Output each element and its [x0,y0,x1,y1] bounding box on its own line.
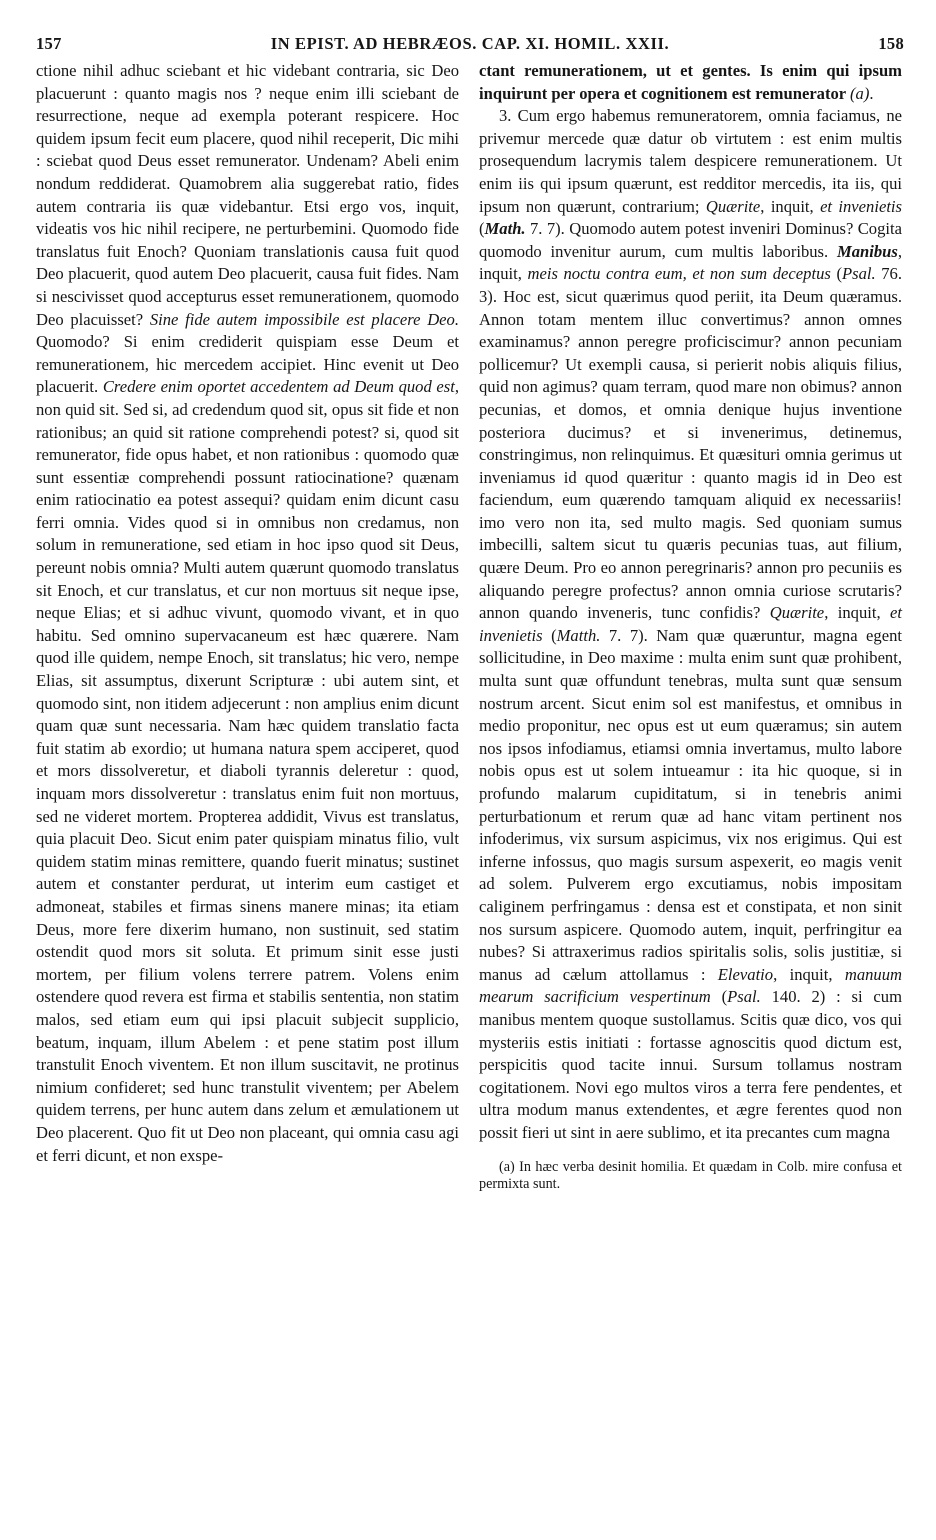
page-number-right: 158 [878,34,904,53]
citation: Math. [484,219,526,239]
left-column [36,60,459,1167]
footnote: (a) In hæc verba desinit homilia. Et quædam in Colb. mire confusa et permixta sunt. [479,1158,902,1192]
text-run: ( [479,219,485,239]
scripture-quote: et invenietis [820,196,902,216]
running-head [36,34,904,56]
text-run: , inquit, [479,241,902,284]
scripture-quote: Credere enim oportet accedentem ad Deum quod est [102,377,455,397]
text-run: ( [710,987,728,1007]
scripture-quote: Quærite [705,196,761,216]
footnote-reference: (a) [850,83,870,103]
citation: Psal. [841,264,876,284]
text-run: . [869,83,874,103]
text-run: ctant remunerationem, ut et gentes. Is enim qui ipsum inquirunt per opera et cognitionem est remunerator [479,61,902,103]
scripture-quote: Elevatio [717,964,774,984]
scripture-quote: meis noctu contra eum, et non sum deceptus [527,264,831,284]
section-number: 3. [499,106,512,126]
scripture-quote: Sine fide autem impossibile est placere Deo. [149,309,459,329]
text-run: ( [830,264,842,284]
scripture-quote: Quærite [769,603,825,623]
right-column [479,60,902,1193]
scripture-quote: Manibus [836,241,898,261]
text-run: , inquit, [773,964,845,984]
text-run: ctione nihil adhuc sciebant et hic videbant contraria, sic Deo placuerunt : quanto magis nos ? neque enim illi sciebant de resurrectione, neque ad exempla poterant respicere. Hoc quidem ipsum fecit eum placere, quod nihil receperit, Dic mihi : sciebat quod Deus esset remunerator. Undenam? Abeli enim nondum reddiderat. Quamobrem alia suggerebat ratio, fides autem contraria iis quæ videbantur. Etsi ergo vos, inquit, videatis vos hic nihil recipere, ne perturbemini. Quomodo fide translatus fuit Enoch? Quoniam translationis causa fuit quod Deo placuerit, quod autem Deo placuerit, causa fuit fides. Nam si nescivisset quod accepturus esset remunerationem, quomodo Deo placuisset? [36,61,459,329]
text-run: 76. 3). Hoc est, sicut quærimus quod periit, ita Deum quæramus. Annon totam mentem illuc convertimus? annon omnes examinamus? annon peregre proficiscimur? annon pecuniam pollicemur? Ut exempli causa, si perierit nobis aliquis filius, quid non agimus? quam terram, quod mare non obimus? annon pecunias, et domos, et omnia denique hujus inventione posteriora ducimus? et si invenerimus, detinemus, constringimus, non relinquimus. Et quæsituri omnia gerimus ut inveniamus id quod quæritur : quanto magis id in Deo est faciendum, eum quærendo tamquam aliquid ex necessariis! imo vero non ita, sed multo magis. Sed quoniam sumus imbecilli, saltem sicut tu quæris pecunias tuas, aut filium, quære Deum. Pro eo annon peregrinaris? annon pro pecuniis es aliquando peregre profectus? annon omnia curiose scrutaris? annon quando inveneris, tunc confidis? [479,264,902,623]
scripture-quote: manuum mearum sacrificium vespertinum [479,964,902,1007]
text-run: , inquit, [760,196,821,216]
text-run: 140. 2) : si cum manibus mentem quoque sustollamus. Scitis quæ dico, vos qui mysteriis estis initiati : fortasse agnoscitis quod dictum est, perspicitis quod tacite innui. Sursum tollamus nostram cogitationem. Novi ego multos viros a terra fere pendentes, et ultra modum manus extendentes, et ægre ferentes quod non possit fieri ut sint in aere sublimo, et ita precantes cum magna [479,987,902,1142]
page-number-left: 157 [36,34,62,53]
text-run: 7. 7). Quomodo autem potest inveniri Dominus? Cogita quomodo invenitur aurum, cum multis laboribus. [479,219,902,261]
text-run: , non quid sit. Sed si, ad credendum quod sit, opus sit fide et non rationibus; an quid sit ratione comprehendi potest? si, quod sit remunerator, fide opus habet, et non rationibus : quomodo quæ sunt essentiæ comprehendi possunt ratiocinatione? quænam enim ratiocinatio ea potest assequi? quidam enim dicunt casu ferri omnia. Vides quod si in omnibus non credamus, non solum in remuneratione, sed etiam in hoc ipso quod sit Deus, pereunt nobis omnia? Multi autem quærunt quomodo translatus sit Enoch, et cur translatus, et cur non mortuus sit neque ipse, neque Elias; et si adhuc vivunt, quomodo vivant, et in quo habitu. Sed omnino supervacaneum est hæc quærere. Nam quod ille quidem, nempe Enoch, sit translatus; hic vero, nempe Elias, sit assumptus, dixerunt Scripturæ : ubi autem sint, et quomodo sint, non itidem adjecerunt : non amplius enim dicunt quam quæ sunt necessaria. Nam hæc quidem translatio facta fuit statim ab exordio; ut humana natura spem acciperet, quod et mors dissolveretur, et diaboli tyrannis deleretur : quod, inquam mors dissolveretur : translatus enim fuit non mortuus, sed ne videret mortem. Propterea addidit, Vivus est translatus, quia placuit Deo. Sicut enim pater quispiam minatus filio, vult quidem statim minas remittere, quando fuerit minatus; sustinet autem et constanter perdurat, ut interim eum castiget et admoneat, stabiles et firmas sinens manere minas; ita etiam Deus, more fere dixerim humano, non sustinuit, sed statim ostendit quod mors sit soluta. Et primum sinit esse justi mortem, per filium volens terrere patrem. Volens enim ostendere quod revera est firma et stabilis sententia, non statim malos, sed etiam eum qui ipsi placuit subjecit supplicio, beatum, inquam, illum Abelem : et pene statim post illum transtulit Enoch viventem. Et non illum suscitavit, ne protinus nimium confideret; sed hunc transtulit viventem; per Abelem quidem terrens, per hunc autem dans zelum et æmulationem ut Deo placerent. Quo fit ut Deo non placeant, qui omnia casu agi et ferri dicunt, et non exspe- [36,377,459,1165]
section-paragraph [479,105,902,1144]
citation: Psal. [727,987,761,1007]
running-title: IN EPIST. AD HEBRÆOS. CAP. XI. HOMIL. XXII. [270,34,670,53]
text-run: Cum ergo habemus remuneratorem, omnia faciamus, ne privemur mercede quæ datur ob virtutem : est enim multis prosequendum lacrymis talem despicere remunerationem. Ut enim iis qui ipsum quærunt, est redditor mercedis, ita iis, qui ipsum non quærunt, contrarium; [479,106,902,216]
text-run: ( [542,625,557,645]
right-paragraph-continued [479,60,902,105]
scripture-quote: et invenietis [479,603,902,645]
text-run: 7. 7). Nam quæ quæruntur, magna egent sollicitudine, in Deo maxime : multa enim sunt quæ prohibent, multa sunt quæ offundunt tenebras, multa sunt quæ sensum nostrum arcent. Sicut enim sol est manifestus, et omnibus in medio proponitur, nec opus est ut eum quæramus; sin autem nos ipsos infodiamus, etiamsi omnia invertamus, multo labore nobis opus est ut solem intueamur : ita hic quoque, si in profundo malarum cupiditatum, si in tenebris animi perturbationum et rerum quæ ad hanc vitam pertinent nos infoderimus, vix sursum aspicimus, vix nos erigimus. Qui est inferne infossus, quo magis sursum aspexerit, eo magis venit ad solem. Pulverem ergo excutiamus, nobis impositam caliginem perfringamus : densa est et constipata, et non sinit nos sursum aspicere. Quomodo autem, inquit, perfringitur ea nubes? Si attraxerimus radios spiritalis solis, solis justitiæ, si manus ad cælum attollamus : [479,625,902,984]
left-paragraph [36,60,459,1167]
text-run: , inquit, [824,603,891,623]
text-run: Quomodo? Si enim crediderit quispiam esse Deum et remunerationem, hic mercedem accipiet. Hinc evenit ut Deo placuerit. [36,332,459,397]
citation: Matth. [556,625,601,645]
